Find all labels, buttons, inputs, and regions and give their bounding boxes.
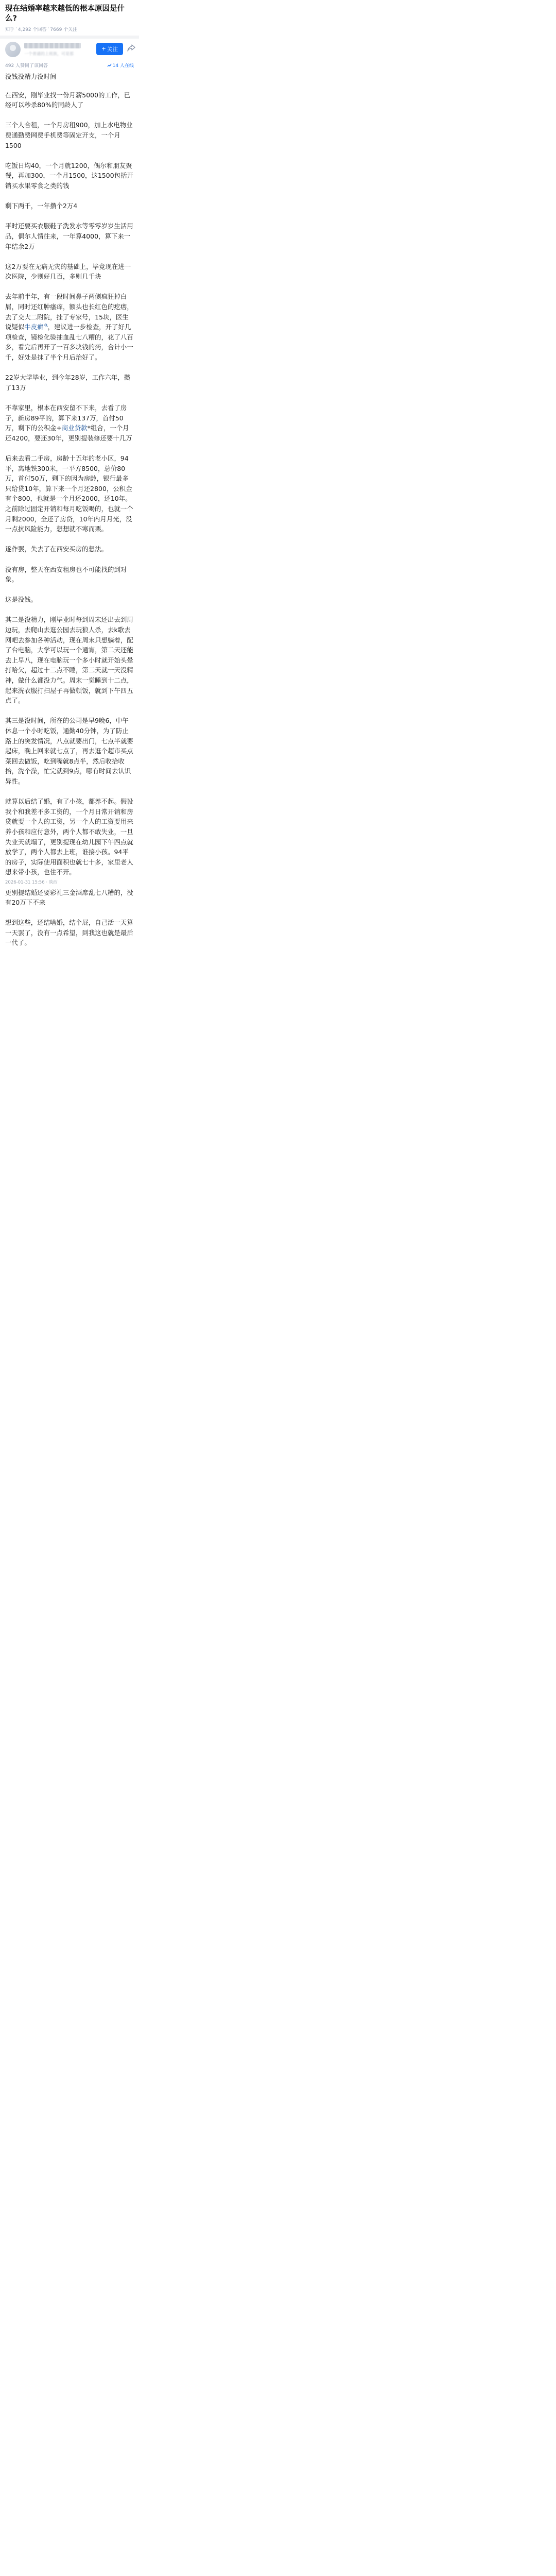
meta-separator: · (15, 26, 17, 31)
author-name-redacted[interactable] (24, 43, 81, 48)
paragraph: 剩下两千，一年攒个2万4 (5, 202, 78, 210)
paragraph: 这2万要在无病无灾的基础上，毕竟现在进一次医院，少则好几百，多则几千块 (5, 262, 131, 281)
paragraph (5, 292, 134, 362)
paragraph-text: ，建议进一步检查，开了好几项检查，镜检化验抽血乱七八糟的，花了八百多，看完后再开了一百多块钱的药，合计小一千，好处是抹了半个月后治好了。 (5, 323, 133, 362)
paragraph: 想到这些，还结啥婚，结个屁，自己活一天算一天罢了，没有一点希望，到我这也就是最后一代了。 (5, 919, 133, 947)
keyword-link[interactable]: 牛皮癣 (24, 323, 44, 331)
search-icon[interactable] (44, 324, 48, 327)
paragraph-text: 不靠家里，根本在西安留不下来，去看了房子，新房89平的，算下来137万，首付50万，剩下的公积金+ (5, 404, 127, 432)
upvote-count: 492 人赞同了该回答 (5, 63, 48, 69)
paragraph: 其二是没精力，刚毕业时每到周末还出去到周边玩，去爬山去逛公园去玩狼人杀，去k歌去网吧去参加各种活动，现在周末只想躺着，配了台电脑，大学可以玩一个通宵，第二天还能去上早八，现在电脑玩一个多小时就开始头晕打哈欠，超过十二点不睡，第二天就一天没精神，做什么都没力气。周末一觉睡到十二点，起来洗衣服打扫屋子再做顿饭，就到下午四五点了。 (5, 616, 133, 705)
avatar[interactable] (5, 42, 21, 57)
paragraph: 遂作罢，失去了在西安买房的想法。 (5, 545, 108, 553)
share-icon[interactable] (127, 44, 135, 52)
answer-stats (0, 60, 139, 70)
paragraph: 后来去看二手房，房龄十五年的老小区，94平，离地铁300米，一平方8500，总价80万，首付50万，剩下的因为房龄，银行最多只给贷10年，算下来一个月还2800，公积金有个800，也就是一个月还2000，还10年。之前除过固定开销和每月吃饭喝的，也就一个月剩2000，全还了房贷，10年内月月光，没一点抗风险能力，想想就不寒而栗。 (5, 454, 133, 533)
online-label: 14 人在线 (112, 63, 134, 69)
paragraph: 更别提结婚还要彩礼三金酒席乱七八糟的，没有20万下不来 (5, 888, 133, 907)
post-date: 2026-01-31 15:56 (5, 880, 45, 885)
paragraph-text: 去年前半年，有一段时间鼻子两侧疯狂掉白屑，同时还红肿瘙痒，额头也长红色的疙瘩，去了交大二附院，挂了专家号，15块，医生说疑似 (5, 293, 133, 331)
trend-icon (107, 63, 112, 67)
paragraph: 平时还要买衣服鞋子洗发水等零零岁岁生活用品，偶尔人情往来，一年算4000，算下来一年结余2万 (5, 222, 133, 250)
paragraph: 就算以后结了婚，有了小孩，都养不起。假设我个和我差不多工资的，一个月日常开销和房贷就要一个人的工资，另一个人的工资要用来养小孩和应付意外，两个人都不敢失业，一旦失业天就塌了，更别提现在幼儿园下午四点就放学了，两个人都去上班，谁接小孩。94平的房子，实际使用面积也就七十多，家里老人想来带小孩，也住不开。 (5, 798, 133, 876)
author-bar (0, 39, 139, 60)
keyword-link[interactable]: 商业贷款 (61, 424, 88, 432)
online-count (107, 62, 134, 69)
author-bio: 一个普通的上班族，可是那 (24, 52, 74, 56)
paragraph: 三个人合租，一个月房租900，加上水电物业费通勤费网费手机费等固定开支，一个月1500 (5, 121, 133, 149)
paragraph: 在西安，刚毕业找一份月薪5000的工作，已经可以秒杀80%的同龄人了 (5, 91, 131, 109)
follower-count: 7669 个关注 (50, 27, 78, 32)
follow-label: 关注 (107, 46, 118, 53)
answer-count[interactable]: 4,292 个回答 (18, 27, 47, 32)
paragraph: 没有房，整天在西安租房也不可能找的到对象。 (5, 565, 127, 584)
paragraph (5, 403, 134, 443)
source-label: 知乎 (5, 27, 15, 32)
answer-body (0, 70, 139, 948)
question-meta (5, 26, 134, 32)
paragraph: 22岁大学毕业，到今年28岁，工作六年，攒了13万 (5, 374, 131, 392)
meta-separator: · (47, 26, 49, 31)
paragraph-text: *组合，一个月还4200，要还30年，更别提装修还要十几万 (5, 424, 132, 442)
footer-separator: · (46, 880, 48, 885)
answer-footer (5, 879, 58, 885)
question-header (0, 0, 139, 39)
paragraph: 其三是没时间，所在的公司是早9晚6，中午休息一个小时吃饭，通勤40分钟，为了防止路上的突发情况，八点就要出门，七点半就要起床，晚上回来就七点了，再去逛个超市买点菜回去做饭，吃到嘴就8点半，然后收拾收拾，洗个澡，忙完就到9点，哪有时间去认识异性。 (5, 717, 133, 785)
paragraph: 吃饭日均40，一个月就1200，偶尔和朋友聚餐，再加300，一个月1500，这1500包括开销买水果零食之类的钱 (5, 161, 133, 190)
paragraph: 没钱没精力没时间 (5, 73, 57, 80)
post-location: 陕西 (48, 880, 58, 885)
plus-icon: + (101, 46, 106, 52)
paragraph: 这是没钱。 (5, 596, 38, 604)
question-title[interactable]: 现在结婚率越来越低的根本原因是什么? (5, 5, 125, 23)
follow-button[interactable] (96, 43, 123, 55)
